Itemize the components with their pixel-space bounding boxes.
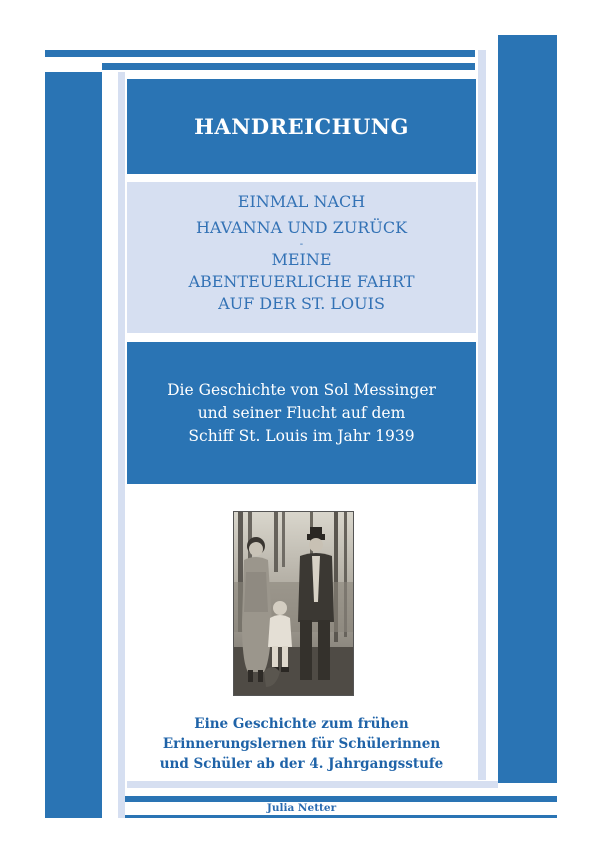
story-line: Schiff St. Louis im Jahr 1939 bbox=[188, 426, 415, 445]
bottom-frame-bar-2 bbox=[125, 815, 557, 818]
subtitle-box bbox=[127, 182, 476, 333]
subtitle-line: HAVANNA UND ZURÜCK bbox=[195, 218, 408, 237]
story-line: und seiner Flucht auf dem bbox=[197, 403, 406, 422]
tagline-line: Erinnerungslernen für Schülerinnen bbox=[162, 736, 441, 752]
subtitle-line: AUF DER ST. LOUIS bbox=[218, 294, 385, 313]
tagline-line: und Schüler ab der 4. Jahrgangsstufe bbox=[159, 756, 444, 772]
left-inner-strip bbox=[118, 72, 125, 818]
document-heading: HANDREICHUNG bbox=[194, 114, 409, 139]
bottom-pale-strip bbox=[127, 781, 498, 788]
family-photo bbox=[233, 511, 354, 696]
tagline-line: Eine Geschichte zum frühen bbox=[194, 716, 409, 732]
heading-box bbox=[127, 79, 476, 174]
top-frame-bar-2 bbox=[102, 63, 475, 70]
right-frame-bar bbox=[498, 35, 557, 783]
tagline bbox=[127, 714, 476, 774]
subtitle-separator: - bbox=[299, 239, 304, 250]
author-name: Julia Netter bbox=[266, 802, 337, 814]
top-frame-bar bbox=[45, 50, 475, 57]
subtitle-line: MEINE bbox=[271, 250, 332, 269]
story-box bbox=[127, 342, 476, 484]
story-line: Die Geschichte von Sol Messinger bbox=[167, 380, 436, 399]
right-inner-strip bbox=[478, 50, 486, 780]
left-frame-bar bbox=[45, 72, 102, 818]
subtitle-line: ABENTEUERLICHE FAHRT bbox=[188, 272, 415, 291]
subtitle-line: EINMAL NACH bbox=[237, 192, 366, 211]
